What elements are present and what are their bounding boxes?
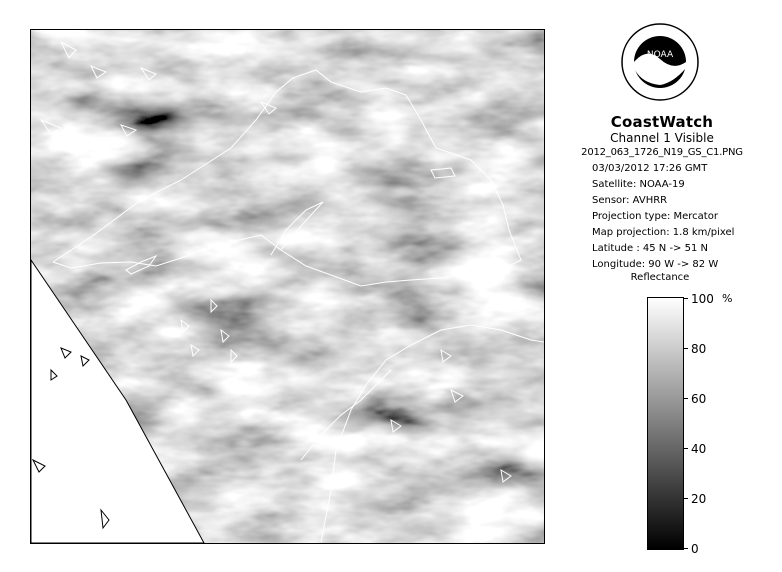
projection-type: Projection type: Mercator <box>592 211 718 222</box>
colorbar-tick-label: 40 <box>691 442 707 456</box>
colorbar-tick <box>683 298 688 299</box>
colorbar-tick <box>683 498 688 499</box>
colorbar-tick-label: 80 <box>691 342 707 356</box>
colorbar-tick <box>683 548 688 549</box>
colorbar-tick <box>683 398 688 399</box>
satellite-image <box>30 29 545 544</box>
colorbar-tick-label: 100 <box>691 292 714 306</box>
file-name: 2012_063_1726_N19_GS_C1.PNG <box>581 147 743 158</box>
legend-unit: % <box>722 292 733 305</box>
noaa-logo <box>621 23 699 101</box>
map-projection: Map projection: 1.8 km/pixel <box>592 227 735 238</box>
longitude-range: Longitude: 90 W -> 82 W <box>592 259 719 270</box>
reflectance-colorbar <box>647 297 684 550</box>
panel-subtitle: Channel 1 Visible <box>610 131 714 145</box>
colorbar-tick-label: 0 <box>691 542 699 556</box>
latitude-range: Latitude : 45 N -> 51 N <box>592 243 708 254</box>
colorbar-tick <box>683 348 688 349</box>
colorbar-tick <box>683 448 688 449</box>
colorbar-tick-label: 20 <box>691 492 707 506</box>
logo-center-text: NOAA <box>646 50 674 60</box>
date-time: 03/03/2012 17:26 GMT <box>592 163 708 174</box>
sensor-info: Sensor: AVHRR <box>592 195 668 206</box>
legend-title: Reflectance <box>630 272 690 283</box>
panel-title: CoastWatch <box>610 113 714 131</box>
colorbar-tick-label: 60 <box>691 392 707 406</box>
satellite-info: Satellite: NOAA-19 <box>592 179 685 190</box>
